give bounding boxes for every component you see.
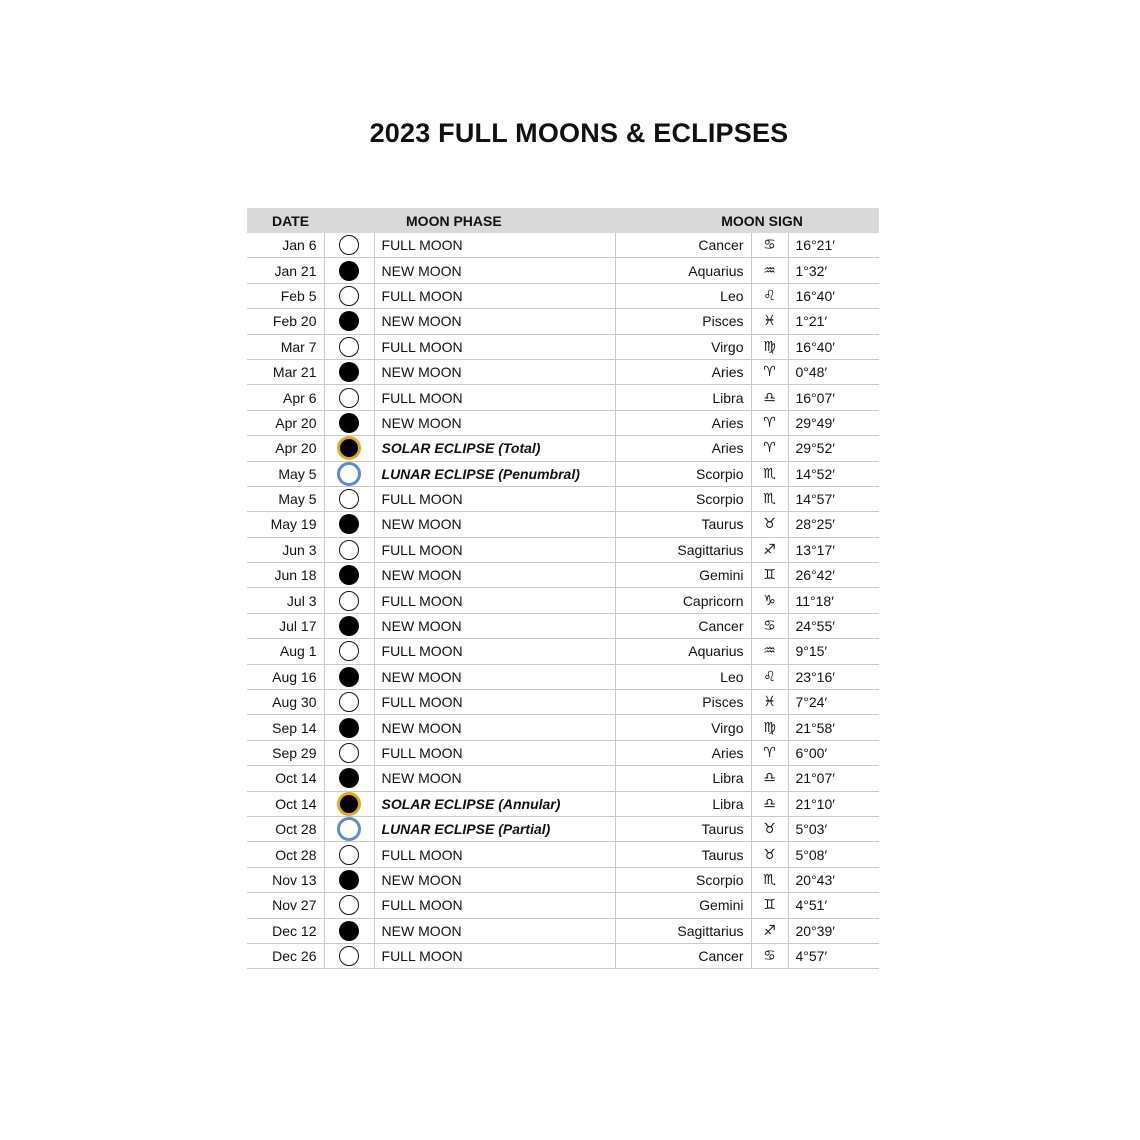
moon-sign-cell: Taurus [615, 842, 751, 867]
date-cell: Apr 20 [247, 410, 324, 435]
zodiac-glyph-icon: ♎ [751, 791, 788, 816]
moon-phase-cell: NEW MOON [374, 766, 615, 791]
zodiac-glyph-icon: ♈ [751, 436, 788, 461]
phase-icon-cell [324, 233, 374, 258]
degree-cell: 0°48′ [788, 359, 879, 384]
date-cell: Aug 1 [247, 639, 324, 664]
table-row [247, 893, 879, 918]
table-row [247, 283, 879, 308]
table-row [247, 385, 879, 410]
degree-cell: 28°25′ [788, 512, 879, 537]
degree-cell: 11°18′ [788, 588, 879, 613]
white-circle-icon [339, 337, 359, 357]
table-row [247, 233, 879, 258]
table-row [247, 309, 879, 334]
date-cell: Jul 17 [247, 613, 324, 638]
moon-phase-cell: NEW MOON [374, 715, 615, 740]
table-row [247, 690, 879, 715]
table-row [247, 664, 879, 689]
zodiac-glyph-icon: ♓ [751, 690, 788, 715]
moon-sign-cell: Libra [615, 791, 751, 816]
degree-cell: 21°10′ [788, 791, 879, 816]
phase-icon-cell [324, 816, 374, 841]
moon-sign-cell: Cancer [615, 233, 751, 258]
page-title: 2023 FULL MOONS & ECLIPSES [369, 118, 789, 148]
table-row [247, 334, 879, 359]
date-cell: Dec 12 [247, 918, 324, 943]
white-circle-icon [339, 235, 359, 255]
white-circle-icon [339, 388, 359, 408]
table-row [247, 258, 879, 283]
black-circle-icon [339, 565, 359, 585]
white-circle-icon [339, 286, 359, 306]
table-row [247, 639, 879, 664]
zodiac-glyph-icon: ♐ [751, 537, 788, 562]
degree-cell: 29°49′ [788, 410, 879, 435]
phase-icon-cell [324, 309, 374, 334]
phase-icon-cell [324, 588, 374, 613]
moon-phase-column-header: MOON PHASE [374, 208, 615, 233]
moon-phase-cell: FULL MOON [374, 893, 615, 918]
degree-cell: 20°39′ [788, 918, 879, 943]
moon-sign-cell: Aquarius [615, 639, 751, 664]
moon-phase-cell: NEW MOON [374, 613, 615, 638]
zodiac-glyph-icon: ♈ [751, 359, 788, 384]
degree-cell: 1°21′ [788, 309, 879, 334]
zodiac-glyph-icon: ♋ [751, 943, 788, 968]
table-row [247, 613, 879, 638]
table-row [247, 486, 879, 511]
table-row [247, 436, 879, 461]
black-circle-icon [339, 667, 359, 687]
degree-cell: 7°24′ [788, 690, 879, 715]
date-cell: Nov 27 [247, 893, 324, 918]
black-circle-icon [339, 261, 359, 281]
moon-sign-cell: Pisces [615, 690, 751, 715]
degree-cell: 1°32′ [788, 258, 879, 283]
zodiac-glyph-icon: ♏ [751, 867, 788, 892]
degree-cell: 5°08′ [788, 842, 879, 867]
table-row [247, 867, 879, 892]
white-circle-icon [339, 540, 359, 560]
phase-icon-cell [324, 283, 374, 308]
date-cell: May 5 [247, 461, 324, 486]
table-row [247, 740, 879, 765]
moon-sign-cell: Aries [615, 436, 751, 461]
moon-phase-cell: NEW MOON [374, 512, 615, 537]
date-cell: May 19 [247, 512, 324, 537]
zodiac-glyph-icon: ♈ [751, 740, 788, 765]
phase-icon-cell [324, 918, 374, 943]
degree-cell: 14°52′ [788, 461, 879, 486]
phase-icon-cell [324, 766, 374, 791]
moon-phase-cell: FULL MOON [374, 283, 615, 308]
date-cell: Feb 20 [247, 309, 324, 334]
degree-cell: 21°07′ [788, 766, 879, 791]
moon-sign-cell: Sagittarius [615, 537, 751, 562]
phase-icon-cell [324, 410, 374, 435]
date-cell: Jun 3 [247, 537, 324, 562]
phase-icon-cell [324, 740, 374, 765]
moon-phase-cell: FULL MOON [374, 690, 615, 715]
moon-phase-cell: FULL MOON [374, 588, 615, 613]
moon-phase-cell: LUNAR ECLIPSE (Penumbral) [374, 461, 615, 486]
degree-cell: 16°21′ [788, 233, 879, 258]
date-cell: Apr 6 [247, 385, 324, 410]
date-column-header: DATE [247, 208, 374, 233]
phase-icon-cell [324, 639, 374, 664]
date-cell: Jul 3 [247, 588, 324, 613]
degree-cell: 16°40′ [788, 283, 879, 308]
black-circle-icon [339, 362, 359, 382]
table-row [247, 563, 879, 588]
moon-sign-cell: Scorpio [615, 486, 751, 511]
degree-cell: 4°57′ [788, 943, 879, 968]
moon-sign-cell: Leo [615, 283, 751, 308]
degree-cell: 21°58′ [788, 715, 879, 740]
date-cell: Jan 6 [247, 233, 324, 258]
date-cell: Aug 30 [247, 690, 324, 715]
date-cell: Aug 16 [247, 664, 324, 689]
zodiac-glyph-icon: ♑ [751, 588, 788, 613]
moon-phase-cell: FULL MOON [374, 842, 615, 867]
date-cell: Jan 21 [247, 258, 324, 283]
degree-cell: 14°57′ [788, 486, 879, 511]
moon-sign-cell: Libra [615, 766, 751, 791]
table-row [247, 715, 879, 740]
moon-phase-cell: NEW MOON [374, 359, 615, 384]
date-cell: Jun 18 [247, 563, 324, 588]
moon-sign-cell: Aries [615, 740, 751, 765]
moon-sign-cell: Aquarius [615, 258, 751, 283]
moon-sign-cell: Capricorn [615, 588, 751, 613]
moon-sign-cell: Taurus [615, 512, 751, 537]
moon-phase-cell: NEW MOON [374, 309, 615, 334]
phase-icon-cell [324, 664, 374, 689]
phase-icon-cell [324, 436, 374, 461]
moon-sign-cell: Scorpio [615, 867, 751, 892]
zodiac-glyph-icon: ♏ [751, 461, 788, 486]
white-circle-icon [339, 591, 359, 611]
date-cell: Oct 14 [247, 766, 324, 791]
white-circle-blue-ring-icon [337, 817, 361, 841]
phase-icon-cell [324, 690, 374, 715]
table-row [247, 943, 879, 968]
zodiac-glyph-icon: ♌ [751, 664, 788, 689]
degree-cell: 29°52′ [788, 436, 879, 461]
date-cell: Oct 14 [247, 791, 324, 816]
moon-phase-cell: FULL MOON [374, 537, 615, 562]
moon-sign-cell: Virgo [615, 334, 751, 359]
zodiac-glyph-icon: ♒ [751, 258, 788, 283]
phase-icon-cell [324, 867, 374, 892]
black-circle-icon [339, 311, 359, 331]
phase-icon-cell [324, 537, 374, 562]
phase-icon-cell [324, 258, 374, 283]
moon-sign-cell: Libra [615, 385, 751, 410]
moon-phase-cell: NEW MOON [374, 867, 615, 892]
phase-icon-cell [324, 512, 374, 537]
moon-sign-cell: Leo [615, 664, 751, 689]
phase-icon-cell [324, 563, 374, 588]
moon-sign-cell: Gemini [615, 563, 751, 588]
table-row [247, 766, 879, 791]
degree-cell: 24°55′ [788, 613, 879, 638]
moon-sign-cell: Scorpio [615, 461, 751, 486]
date-cell: Mar 21 [247, 359, 324, 384]
table-row [247, 461, 879, 486]
date-cell: Apr 20 [247, 436, 324, 461]
degree-cell: 9°15′ [788, 639, 879, 664]
moon-phase-cell: FULL MOON [374, 486, 615, 511]
date-cell: Oct 28 [247, 816, 324, 841]
black-circle-icon [339, 768, 359, 788]
table-row [247, 410, 879, 435]
moon-sign-cell: Sagittarius [615, 918, 751, 943]
phase-icon-cell [324, 613, 374, 638]
table-row [247, 918, 879, 943]
table-row [247, 512, 879, 537]
table-row [247, 537, 879, 562]
black-circle-icon [339, 616, 359, 636]
date-cell: Sep 14 [247, 715, 324, 740]
black-circle-icon [339, 413, 359, 433]
zodiac-glyph-icon: ♎ [751, 385, 788, 410]
zodiac-glyph-icon: ♐ [751, 918, 788, 943]
black-circle-icon [339, 718, 359, 738]
moon-sign-cell: Pisces [615, 309, 751, 334]
phase-icon-cell [324, 359, 374, 384]
phase-icon-cell [324, 334, 374, 359]
phase-icon-cell [324, 893, 374, 918]
zodiac-glyph-icon: ♈ [751, 410, 788, 435]
white-circle-icon [339, 743, 359, 763]
phase-icon-cell [324, 385, 374, 410]
zodiac-glyph-icon: ♎ [751, 766, 788, 791]
table-row [247, 842, 879, 867]
phase-icon-cell [324, 791, 374, 816]
moon-phase-cell: FULL MOON [374, 943, 615, 968]
degree-cell: 13°17′ [788, 537, 879, 562]
moon-phase-cell: NEW MOON [374, 258, 615, 283]
black-circle-icon [339, 870, 359, 890]
zodiac-glyph-icon: ♉ [751, 512, 788, 537]
moon-sign-column-header: MOON SIGN [615, 208, 879, 233]
zodiac-glyph-icon: ♍ [751, 715, 788, 740]
degree-cell: 26°42′ [788, 563, 879, 588]
phase-icon-cell [324, 842, 374, 867]
zodiac-glyph-icon: ♓ [751, 309, 788, 334]
zodiac-glyph-icon: ♍ [751, 334, 788, 359]
zodiac-glyph-icon: ♊ [751, 893, 788, 918]
white-circle-icon [339, 641, 359, 661]
date-cell: Nov 13 [247, 867, 324, 892]
degree-cell: 16°40′ [788, 334, 879, 359]
table-row [247, 359, 879, 384]
white-circle-icon [339, 895, 359, 915]
phase-icon-cell [324, 715, 374, 740]
degree-cell: 5°03′ [788, 816, 879, 841]
moon-sign-cell: Virgo [615, 715, 751, 740]
moon-sign-cell: Gemini [615, 893, 751, 918]
white-circle-blue-ring-icon [337, 462, 361, 486]
white-circle-icon [339, 946, 359, 966]
zodiac-glyph-icon: ♊ [751, 563, 788, 588]
moon-sign-cell: Taurus [615, 816, 751, 841]
table-header-row [247, 208, 879, 233]
table-row [247, 791, 879, 816]
table-body [247, 233, 879, 969]
degree-cell: 20°43′ [788, 867, 879, 892]
black-circle-icon [339, 921, 359, 941]
degree-cell: 6°00′ [788, 740, 879, 765]
black-circle-icon [339, 514, 359, 534]
moon-phase-cell: FULL MOON [374, 740, 615, 765]
moon-phase-cell: SOLAR ECLIPSE (Annular) [374, 791, 615, 816]
moon-phase-cell: NEW MOON [374, 410, 615, 435]
white-circle-icon [339, 692, 359, 712]
moon-phase-cell: NEW MOON [374, 664, 615, 689]
date-cell: May 5 [247, 486, 324, 511]
degree-cell: 23°16′ [788, 664, 879, 689]
white-circle-icon [339, 489, 359, 509]
table-row [247, 816, 879, 841]
phase-icon-cell [324, 461, 374, 486]
moon-sign-cell: Aries [615, 359, 751, 384]
moon-phase-cell: FULL MOON [374, 334, 615, 359]
zodiac-glyph-icon: ♉ [751, 842, 788, 867]
moon-phase-cell: SOLAR ECLIPSE (Total) [374, 436, 615, 461]
white-circle-icon [339, 845, 359, 865]
table-row [247, 588, 879, 613]
degree-cell: 16°07′ [788, 385, 879, 410]
moon-phase-cell: LUNAR ECLIPSE (Partial) [374, 816, 615, 841]
zodiac-glyph-icon: ♋ [751, 613, 788, 638]
moon-phase-cell: FULL MOON [374, 639, 615, 664]
zodiac-glyph-icon: ♏ [751, 486, 788, 511]
date-cell: Sep 29 [247, 740, 324, 765]
moon-phase-cell: FULL MOON [374, 385, 615, 410]
zodiac-glyph-icon: ♌ [751, 283, 788, 308]
moon-phase-table [247, 208, 879, 969]
degree-cell: 4°51′ [788, 893, 879, 918]
moon-phase-cell: FULL MOON [374, 233, 615, 258]
zodiac-glyph-icon: ♉ [751, 816, 788, 841]
moon-sign-cell: Cancer [615, 943, 751, 968]
black-circle-gold-ring-icon [337, 436, 361, 460]
date-cell: Dec 26 [247, 943, 324, 968]
date-cell: Mar 7 [247, 334, 324, 359]
date-cell: Feb 5 [247, 283, 324, 308]
black-circle-gold-ring-icon [337, 792, 361, 816]
moon-sign-cell: Aries [615, 410, 751, 435]
phase-icon-cell [324, 943, 374, 968]
zodiac-glyph-icon: ♋ [751, 233, 788, 258]
phase-icon-cell [324, 486, 374, 511]
zodiac-glyph-icon: ♒ [751, 639, 788, 664]
moon-phase-cell: NEW MOON [374, 918, 615, 943]
date-cell: Oct 28 [247, 842, 324, 867]
moon-phase-cell: NEW MOON [374, 563, 615, 588]
moon-sign-cell: Cancer [615, 613, 751, 638]
